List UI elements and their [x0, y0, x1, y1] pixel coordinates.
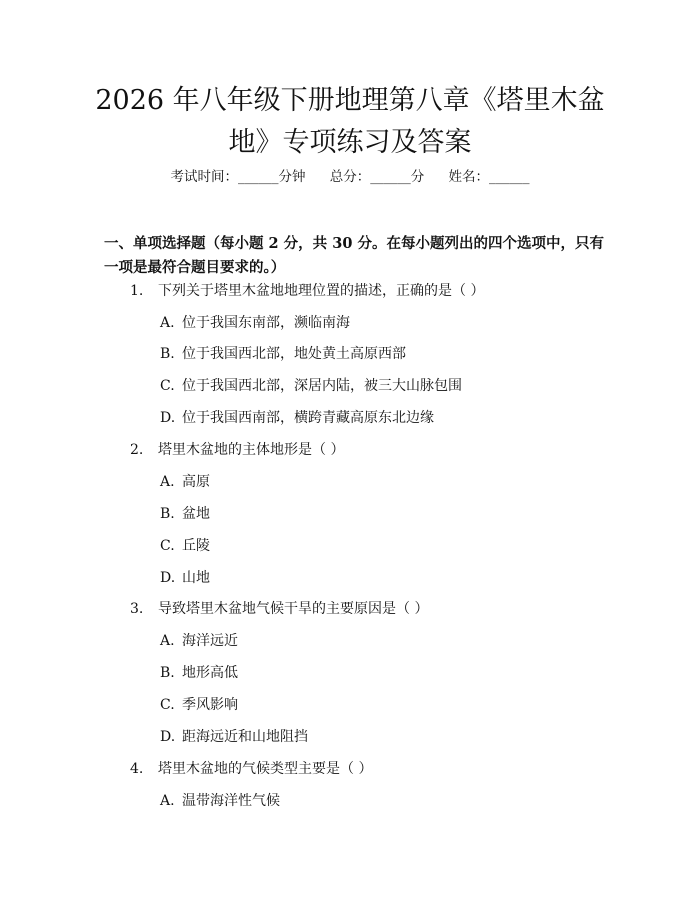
exam-info-line [0, 167, 700, 187]
option-letter: D. [160, 410, 176, 426]
option-letter: D. [160, 729, 176, 745]
question-number: 1. [130, 283, 144, 299]
option-letter: B. [160, 346, 175, 362]
title-line-1: 2026 年八年级下册地理第八章《塔里木盆 [95, 85, 605, 116]
option-letter: D. [160, 570, 176, 586]
option-text: 海洋远近 [182, 633, 238, 649]
question-number: 2. [130, 442, 144, 458]
option-letter: B. [160, 665, 175, 681]
option-1a [160, 313, 350, 333]
option-text: 高原 [182, 474, 210, 490]
option-text: 盆地 [182, 506, 210, 522]
option-letter: A. [160, 315, 175, 331]
option-text: 位于我国西北部，深居内陆，被三大山脉包围 [182, 378, 462, 394]
title-line-2: 地》专项练习及答案 [228, 127, 472, 158]
option-3d [160, 727, 308, 747]
section-heading: 一、单项选择题（每小题 2 分，共 30 分。在每小题列出的四个选项中，只有一项是最符合题目要求的。） [104, 235, 604, 276]
option-2b [160, 504, 210, 524]
option-3a [160, 631, 238, 651]
option-letter: A. [160, 633, 175, 649]
question-number: 4. [130, 761, 144, 777]
question-4 [130, 759, 372, 779]
exam-name-field: 姓名：______ [448, 169, 530, 185]
option-letter: B. [160, 506, 175, 522]
option-text: 温带海洋性气候 [182, 793, 280, 809]
question-number: 3. [130, 601, 144, 617]
option-letter: A. [160, 793, 175, 809]
option-text: 距海远近和山地阻挡 [182, 729, 308, 745]
option-2a [160, 472, 210, 492]
question-text: 下列关于塔里木盆地地理位置的描述，正确的是（ ） [158, 283, 485, 299]
option-2d [160, 568, 210, 588]
option-text: 位于我国西南部，横跨青藏高原东北边缘 [182, 410, 434, 426]
option-1b [160, 344, 406, 364]
option-3c [160, 695, 238, 715]
option-text: 丘陵 [182, 538, 210, 554]
option-4a [160, 791, 280, 811]
option-2c [160, 536, 210, 556]
question-text: 导致塔里木盆地气候干旱的主要原因是（ ） [158, 601, 429, 617]
option-text: 位于我国西北部，地处黄土高原西部 [182, 346, 406, 362]
option-letter: C. [160, 378, 175, 394]
option-1c [160, 376, 462, 396]
question-text: 塔里木盆地的气候类型主要是（ ） [158, 761, 373, 777]
option-text: 地形高低 [182, 665, 238, 681]
option-3b [160, 663, 238, 683]
option-letter: C. [160, 538, 175, 554]
exam-score-field: 总分：______分 [329, 169, 425, 185]
question-3 [130, 599, 428, 619]
option-text: 山地 [182, 570, 210, 586]
question-2 [130, 440, 344, 460]
option-text: 季风影响 [182, 697, 238, 713]
question-1 [130, 281, 484, 301]
option-letter: C. [160, 697, 175, 713]
option-letter: A. [160, 474, 175, 490]
option-text: 位于我国东南部，濒临南海 [182, 315, 350, 331]
option-1d [160, 408, 434, 428]
page-title [60, 80, 640, 164]
exam-time-field: 考试时间：______分钟 [170, 169, 306, 185]
question-text: 塔里木盆地的主体地形是（ ） [158, 442, 345, 458]
